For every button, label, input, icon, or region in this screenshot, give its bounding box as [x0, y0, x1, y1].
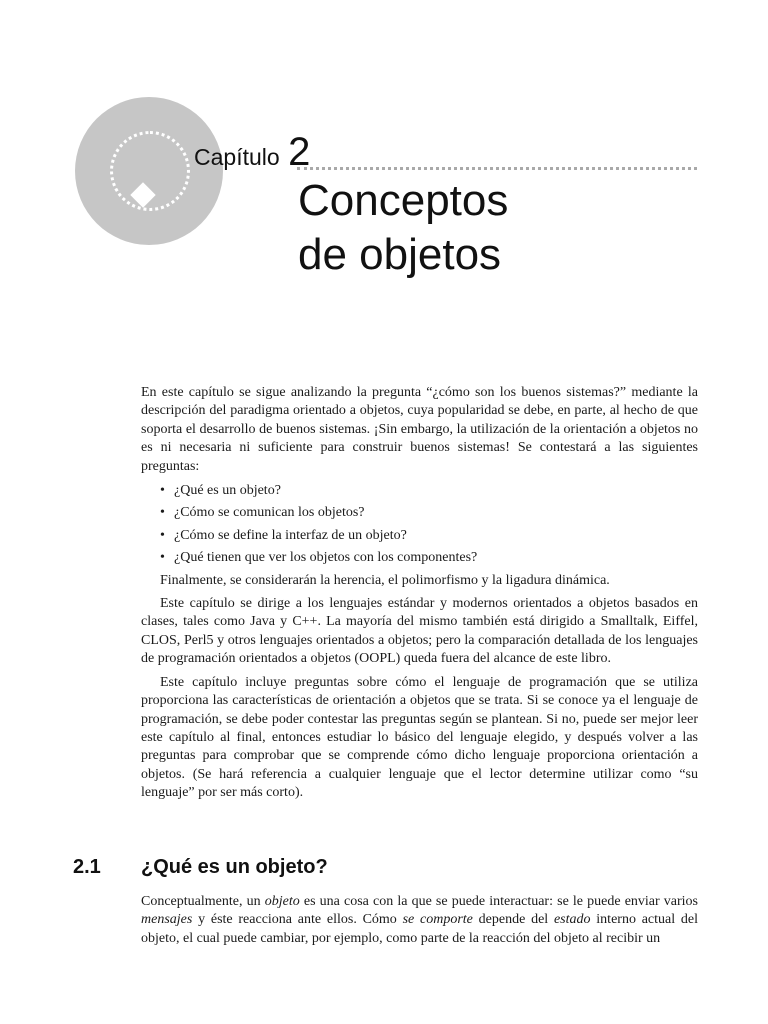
- section-text: depende del: [472, 912, 554, 928]
- question-item: • ¿Qué tienen que ver los objetos con los componentes?: [160, 549, 698, 567]
- section-text: Conceptualmente, un: [141, 894, 265, 909]
- chapter-label: [194, 130, 310, 175]
- chapter-dotted-rule: [297, 167, 697, 170]
- section-text: y éste reacciona ante ellos. Cómo: [192, 912, 403, 928]
- chapter-title-line-2: de objetos: [298, 230, 502, 279]
- question-item: • ¿Qué es un objeto?: [160, 482, 698, 500]
- reading-guide-paragraph: Este capítulo incluye preguntas sobre cómo el lenguaje de programación que se utiliza proporciona las características de orientación a objetos que se trata. Si se conoce ya el lenguaje de programación, se debe poder contestar las preguntas según se plantean. Si no, puede ser mejor leer este capítulo al final, entonces estudiar lo básico del lenguaje elegido, y después volver a las preguntas para comprobar que se comprende cómo dicho lenguaje proporciona orientación a objetos. (Se hará referencia a cualquier lenguaje que el lector determine utilizar como “su lenguaje” por ser más corto).: [141, 674, 698, 801]
- emphasis-term: estado: [553, 912, 591, 928]
- section-body: [141, 893, 698, 948]
- intro-paragraph: En este capítulo se sigue analizando la pregunta “¿cómo son los buenos sistemas?” mediante la descripción del paradigma orientado a objetos, cuya popularidad se debe, en parte, al hecho de que soporta el desarrollo de buenos sistemas. ¡Sin embargo, la utilización de la orientación a objetos no es ni necesaria ni suficiente para construir buenos sistemas! Se contestará a las siguientes preguntas:: [141, 385, 698, 474]
- chapter-title: [298, 174, 508, 282]
- question-item: • ¿Cómo se comunican los objetos?: [160, 504, 698, 522]
- chapter-body: [141, 384, 698, 803]
- section-title: ¿Qué es un objeto?: [141, 856, 328, 878]
- emphasis-term: objeto: [264, 894, 300, 909]
- section-text: es una cosa con la que se puede interactuar: se le puede enviar varios: [299, 894, 699, 909]
- chapter-title-line-1: Conceptos: [298, 176, 509, 225]
- chapter-number: 2: [288, 130, 311, 174]
- question-item: • ¿Cómo se define la interfaz de un objeto?: [160, 527, 698, 545]
- emphasis-term: se comporte: [402, 912, 473, 928]
- closing-paragraph: Finalmente, se considerarán la herencia, el polimorfismo y la ligadura dinámica.: [160, 572, 610, 588]
- questions-list: [141, 482, 698, 568]
- section-paragraph: [141, 893, 698, 948]
- emphasis-term: mensajes: [141, 912, 193, 928]
- scope-paragraph: Este capítulo se dirige a los lenguajes estándar y modernos orientados a objetos basados en clases, tales como Java y C++. La mayoría del mismo también está dirigido a Smalltalk, Eiffel, CLOS, Perl5 y otros lenguajes orientados a objetos; pero la comparación detallada de los lenguajes de programación orientados a objetos (OOPL) queda fuera del alcance de este libro.: [141, 596, 698, 667]
- section-text: interno actual del objeto, el cual puede cambiar, por ejemplo, como parte de la reacción del objeto al recibir un: [141, 912, 698, 946]
- section-heading: [73, 852, 703, 882]
- section-number: 2.1: [73, 856, 101, 878]
- chapter-label-text: Capítulo: [194, 144, 280, 170]
